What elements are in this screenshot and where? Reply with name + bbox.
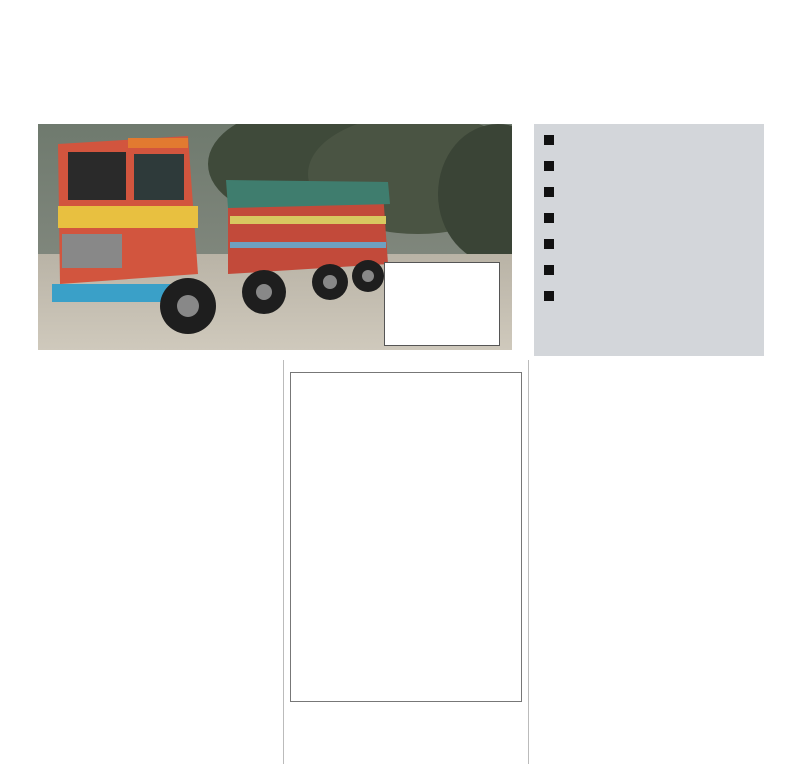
caption-line-1 [390,269,494,284]
article-middle-boxed [290,372,522,702]
article-column-right [536,398,764,764]
highlight-text [562,236,756,253]
square-bullet-icon [544,265,554,275]
square-bullet-icon [544,161,554,171]
highlight-text [562,262,756,279]
photo-caption [384,262,500,346]
headline [24,8,776,112]
highlight-text [562,158,756,175]
highlight-item [542,184,756,201]
square-bullet-icon [544,187,554,197]
column-divider [528,360,529,764]
highlight-text [562,288,756,305]
highlights-panel [534,124,764,356]
caption-line-4 [390,314,494,329]
column-divider [283,360,284,764]
highlight-text [562,184,756,201]
caption-line-2 [390,284,494,299]
article-column-middle [299,379,513,695]
highlight-item [542,236,756,253]
caption-line-3 [390,299,494,314]
highlight-item [542,262,756,279]
square-bullet-icon [544,291,554,301]
square-bullet-icon [544,239,554,249]
highlight-text [562,210,756,227]
highlight-item [542,210,756,227]
article-column-left [38,360,278,764]
highlight-item [542,288,756,305]
square-bullet-icon [544,213,554,223]
article-column-middle-bottom [290,714,522,764]
highlight-text [562,132,756,149]
subheading [536,368,764,392]
highlight-item [542,158,756,175]
highlight-item [542,132,756,149]
square-bullet-icon [544,135,554,145]
